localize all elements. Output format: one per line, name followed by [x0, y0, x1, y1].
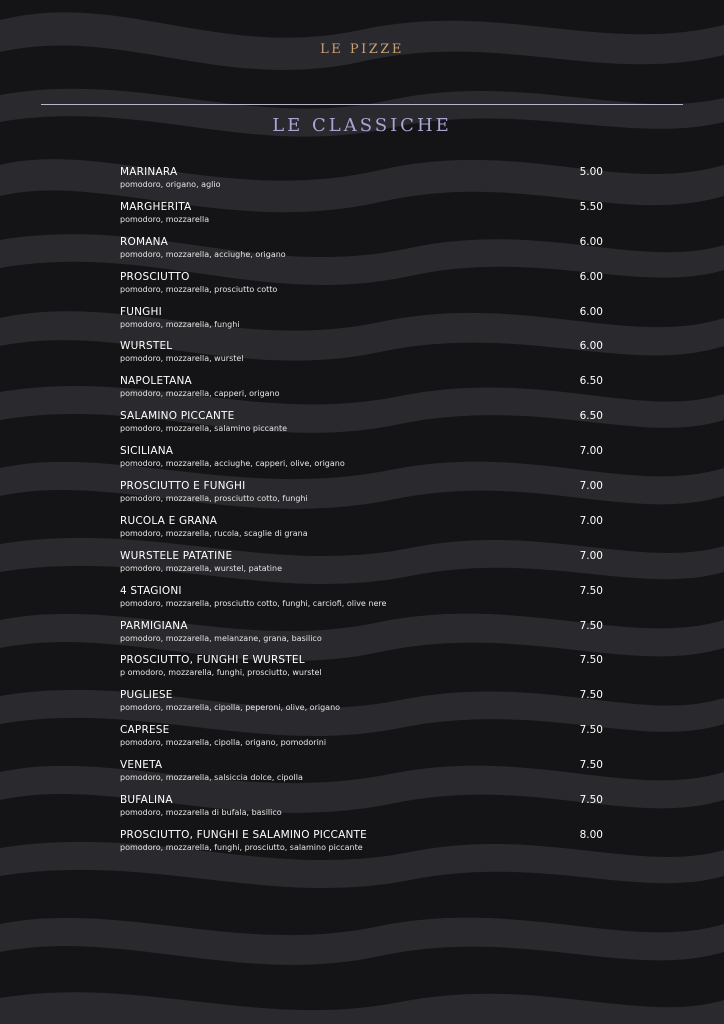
item-description: pomodoro, mozzarella, salsiccia dolce, cipolla [120, 773, 303, 783]
item-price: 6.50 [579, 375, 603, 388]
item-price: 7.50 [579, 759, 603, 772]
item-description: pomodoro, mozzarella, cipolla, peperoni, olive, origano [120, 703, 341, 713]
item-price: 6.00 [579, 305, 603, 318]
item-name: FUNGHI [120, 305, 162, 318]
category-title: LE CLASSICHE [272, 115, 452, 136]
item-price: 6.00 [579, 270, 603, 283]
item-name: PROSCIUTTO, FUNGHI E SALAMINO PICCANTE [120, 828, 367, 841]
menu-item [120, 721, 603, 756]
item-price: 7.50 [579, 794, 603, 807]
item-description: pomodoro, mozzarella, acciughe, capperi, olive, origano [120, 459, 345, 469]
item-name: PROSCIUTTO [120, 270, 190, 283]
item-description: pomodoro, mozzarella di bufala, basilico [120, 808, 282, 818]
item-name: MARGHERITA [120, 200, 192, 213]
item-name: PARMIGIANA [120, 619, 188, 632]
item-price: 7.50 [579, 654, 603, 667]
item-description: pomodoro, mozzarella, melanzane, grana, basilico [120, 633, 322, 643]
item-name: ROMANA [120, 235, 169, 248]
item-name: SALAMINO PICCANTE [120, 410, 235, 423]
item-price: 7.50 [579, 689, 603, 702]
item-price: 6.00 [579, 340, 603, 353]
item-price: 7.50 [579, 724, 603, 737]
item-price: 7.00 [579, 445, 603, 458]
menu-item [120, 372, 603, 407]
menu-item [120, 617, 603, 652]
section-title: LE PIZZE [320, 42, 404, 57]
item-name: SICILIANA [120, 445, 174, 458]
menu-item [120, 826, 603, 861]
item-name: WURSTELE PATATINE [120, 549, 233, 562]
menu-item [120, 651, 603, 686]
item-description: pomodoro, mozzarella, wurstel [120, 354, 244, 364]
menu-item [120, 198, 603, 233]
item-description: pomodoro, mozzarella, funghi [120, 319, 240, 329]
menu-item [120, 756, 603, 791]
item-price: 6.50 [579, 410, 603, 423]
item-name: 4 STAGIONI [120, 584, 182, 597]
menu-item [120, 233, 603, 268]
item-description: pomodoro, mozzarella, rucola, scaglie di grana [120, 528, 308, 538]
item-description: pomodoro, mozzarella, salamino piccante [120, 424, 288, 434]
item-price: 6.00 [579, 235, 603, 248]
item-description: pomodoro, mozzarella, prosciutto cotto, funghi, carciofi, olive nere [120, 598, 387, 608]
item-description: p omodoro, mozzarella, funghi, prosciutto, wurstel [120, 668, 322, 678]
item-price: 7.00 [579, 549, 603, 562]
item-description: pomodoro, mozzarella, wurstel, patatine [120, 563, 282, 573]
menu-item [120, 686, 603, 721]
item-description: pomodoro, origano, aglio [120, 180, 221, 189]
item-description: pomodoro, mozzarella [120, 214, 210, 224]
menu-item [120, 477, 603, 512]
item-name: MARINARA [120, 166, 178, 178]
item-price: 8.00 [579, 828, 603, 841]
item-description: pomodoro, mozzarella, cipolla, origano, pomodorini [120, 738, 327, 748]
item-name: BUFALINA [120, 794, 173, 807]
item-price: 7.50 [579, 619, 603, 632]
menu-item [120, 163, 603, 198]
item-price: 5.50 [579, 200, 603, 213]
item-name: RUCOLA E GRANA [120, 514, 218, 527]
item-price: 7.50 [579, 584, 603, 597]
item-description: pomodoro, mozzarella, capperi, origano [120, 389, 280, 399]
item-name: VENETA [120, 759, 163, 772]
menu-item [120, 442, 603, 477]
item-description: pomodoro, mozzarella, acciughe, origano [120, 249, 286, 259]
menu-item [120, 268, 603, 303]
item-description: pomodoro, mozzarella, funghi, prosciutto, salamino piccante [120, 842, 363, 852]
item-description: pomodoro, mozzarella, prosciutto cotto [120, 284, 278, 294]
menu-item [120, 791, 603, 826]
item-name: PROSCIUTTO E FUNGHI [120, 480, 246, 493]
item-name: NAPOLETANA [120, 375, 192, 388]
item-price: 7.00 [579, 514, 603, 527]
menu-item [120, 512, 603, 547]
menu-item [120, 582, 603, 617]
item-price: 5.00 [579, 166, 603, 178]
item-price: 7.00 [579, 480, 603, 493]
menu-item [120, 337, 603, 372]
pizza-list [120, 163, 603, 861]
item-name: PROSCIUTTO, FUNGHI E WURSTEL [120, 654, 305, 667]
menu-item [120, 407, 603, 442]
item-description: pomodoro, mozzarella, prosciutto cotto, funghi [120, 494, 308, 504]
item-name: PUGLIESE [120, 689, 173, 702]
divider-line [41, 104, 683, 105]
menu-item [120, 547, 603, 582]
item-name: CAPRESE [120, 724, 170, 737]
menu-item [120, 303, 603, 338]
item-name: WURSTEL [120, 340, 173, 353]
